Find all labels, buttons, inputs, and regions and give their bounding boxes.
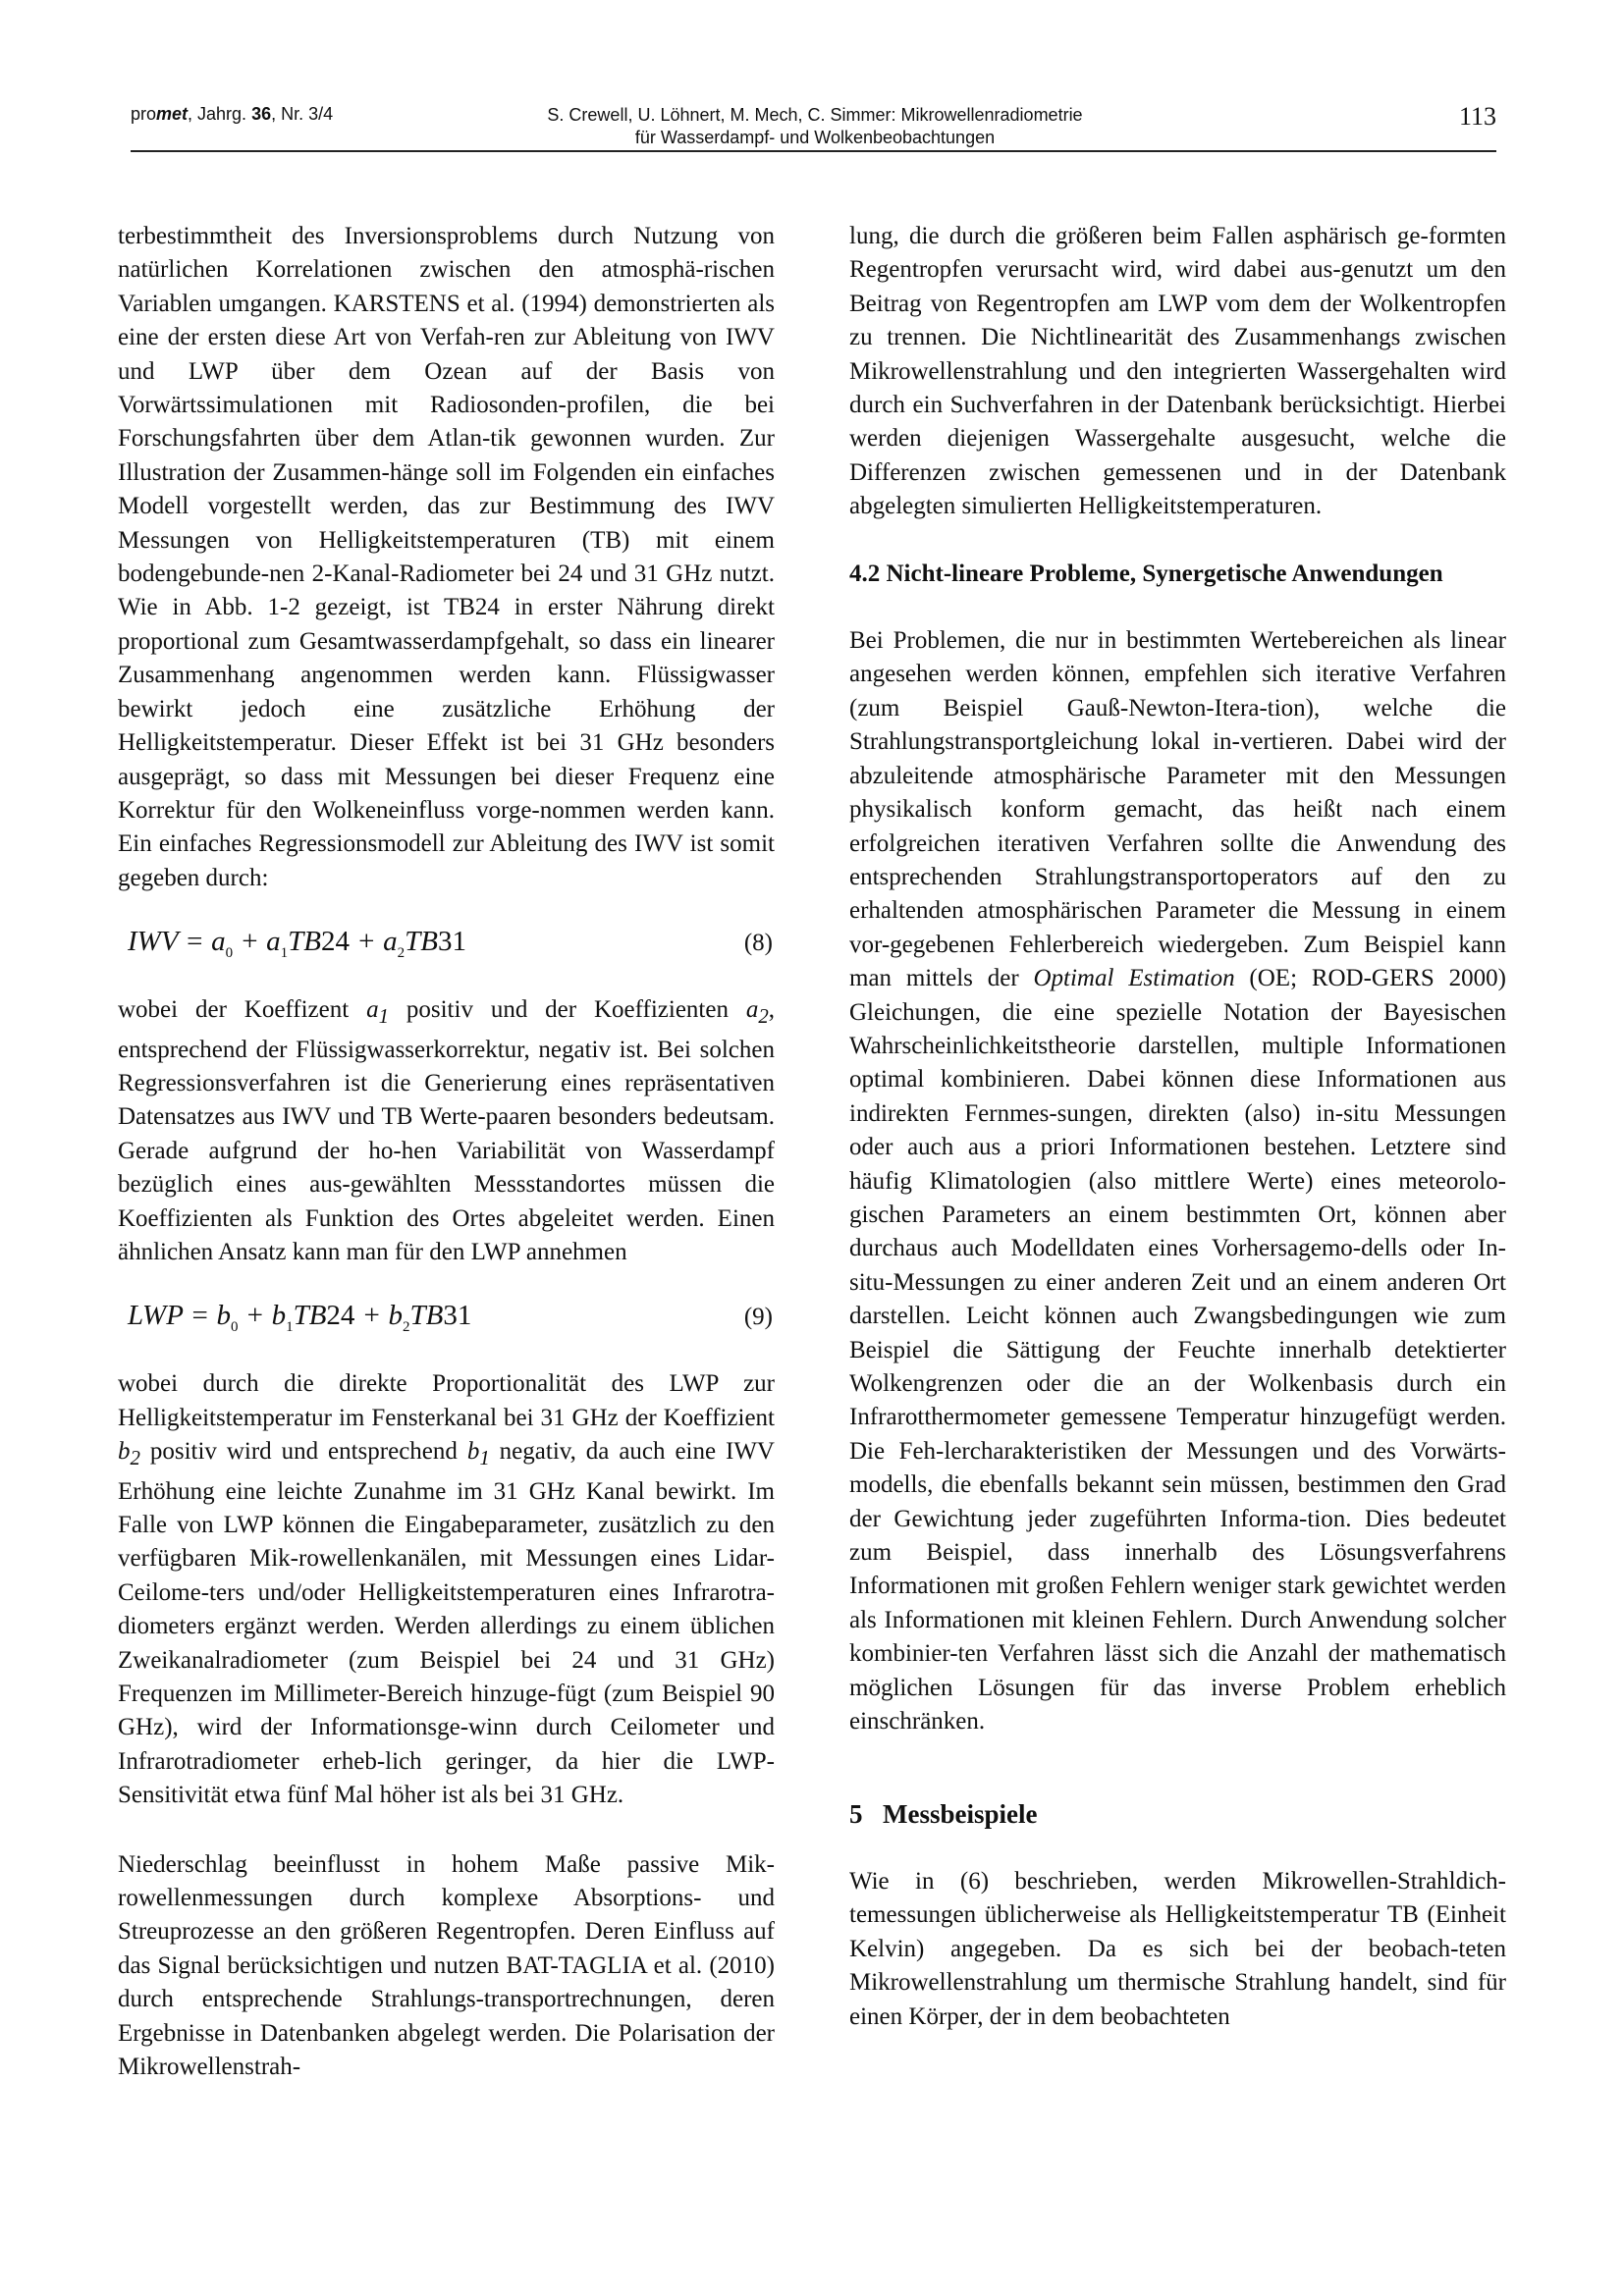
equation-8 (118, 925, 775, 964)
running-head-line-1: S. Crewell, U. Löhnert, M. Mech, C. Simmer: Mikrowellenradiometrie (547, 105, 1083, 125)
optimal-estimation-term: Optimal Estimation (1033, 965, 1235, 992)
paragraph: terbestimmtheit des Inversionsproblems durch Nutzung von natürlichen Korrelationen zwischen den atmosphä-rischen Variablen umgangen. KARSTENS et al. (1994) demonstrierten als eine der ersten diese Art von Verfah-ren zur Ableitung von IWV und LWP über dem Ozean auf der Basis von Vorwärtssimulationen mit Radiosonden-profilen, die bei Forschungsfahrten über dem Atlan-tik gewonnen wurden. Zur Illustration der Zusammen-hänge soll im Folgenden ein einfaches Modell vorgestellt werden, das zur Bestimmung des IWV Messungen von Helligkeitstemperaturen (TB) mit einem bodengebunde-nen 2-Kanal-Radiometer bei 24 und 31 GHz nutzt. Wie in Abb. 1-2 gezeigt, ist TB24 in erster Nährung direkt proportional zum Gesamtwasserdampfgehalt, so dass ein linearer Zusammenhang angenommen werden kann. Flüssigwasser bewirkt jedoch eine zusätzliche Erhöhung der Helligkeitstemperatur. Dieser Effekt ist bei 31 GHz besonders ausgeprägt, so dass mit Messungen bei dieser Frequenz eine Korrektur für den Wolkeneinfluss vorge-nommen werden kann. Ein einfaches Regressionsmodell zur Ableitung des IWV ist somit gegeben durch: (118, 223, 775, 891)
journal-issue: , Nr. 3/4 (271, 104, 334, 124)
journal-name-prefix: pro (131, 104, 157, 124)
right-column (849, 220, 1506, 2034)
paragraph: wobei der Koeffizent $a_1$ positiv und der Koeffizienten $a_2$, entsprechend der Flüssigwasserkorrektur, negativ ist. Bei solchen Regressionsverfahren ist die Generierung eines repräsentativen Datensatzes aus IWV und TB Werte-paaren besonders bedeutsam. Gerade aufgrund der ho-hen Variabilität von Wasserdampf bezüglich eines aus-gewählten Messstandortes müssen die Koeffizienten als Funktion des Ortes abgeleitet werden. Einen ähnlichen Ansatz kann man für den LWP annehmen (118, 996, 775, 1265)
paragraph: Niederschlag beeinflusst in hohem Maße passive Mik-rowellenmessungen durch komplexe Absorptions- und Streuprozesse an den größeren Regentropfen. Deren Einfluss auf das Signal berücksichtigen und nutzen BAT-TAGLIA et al. (2010) durch entsprechende Strahlungs-transportrechnungen, deren Ergebnisse in Datenbanken abgelegt werden. Die Polarisation der Mikrowellenstrah- (118, 1850, 775, 2081)
page-number: 113 (1458, 102, 1496, 131)
equation-9-expression: LWP = $b_0 + b_1TB24 + b_2TB31$ (128, 1300, 472, 1336)
journal-name-italic: met (156, 104, 189, 124)
paragraph: wobei durch die direkte Proportionalität des LWP zur Helligkeitstemperatur im Fensterkanal bei 31 GHz der Koeffizient $b_2$ positiv wird und entsprechend $b_1$ negativ, da auch eine IWV Erhöhung eine leichte Zunahme im 31 GHz Kanal bewirkt. Im Falle von LWP können die Eingabeparameter, zusätzlich zu den verfügbaren Mik-rowellenkanälen, mit Messungen eines Lidar-Ceilome-ters und/oder Helligkeitstemperaturen eines Infrarotra-diometers ergänzt werden. Werden allerdings zu einem üblichen Zweikanalradiometer (zum Beispiel bei 24 und 31 GHz) Frequenzen im Millimeter-Bereich hinzuge-fügt (zum Beispiel 90 GHz), wird der Informationsge-winn durch Ceilometer und Infrarotradiometer erheb-lich geringer, da hier die LWP-Sensitivität etwa fünf Mal höher ist als bei 31 GHz. (118, 1370, 775, 1809)
equation-8-number: (8) (743, 930, 773, 957)
running-head-line-2: für Wasserdampf- und Wolkenbeobachtungen (634, 128, 996, 147)
equation-9 (118, 1299, 775, 1338)
header-rule (131, 150, 1496, 152)
equation-8-expression: IWV = $a_0 + a_1TB24 + a_2TB31$ (128, 926, 466, 961)
paragraph: Wie in (6) beschrieben, werden Mikrowellen-Strahldich-temessungen üblicherweise als Helligkeitstemperatur TB (Einheit Kelvin) angegeben. Da es sich bei der beobach-teten Mikrowellenstrahlung um thermische Strahlung handelt, sind für einen Körper, der in dem beobachteten (849, 1867, 1506, 2030)
section-heading-5: 5 Messbeispiele (849, 1799, 1038, 1830)
left-column (118, 220, 775, 2085)
equation-9-number: (9) (743, 1304, 773, 1331)
journal-year-label: , Jahrg. (188, 104, 252, 124)
journal-volume: 36 (251, 104, 272, 124)
paragraph: Bei Problemen, die nur in bestimmten Wertebereichen als linear angesehen werden können, empfehlen sich iterative Verfahren (zum Beispiel Gauß-Newton-Itera-tion), welche die Strahlungstransportgleichung lokal in-vertieren. Dabei wird der abzuleitende atmosphärische Parameter mit den Messungen physikalisch konform gemacht, das heißt nach einem erfolgreichen iterativen Verfahren sollte die Anwendung des entsprechenden Strahlungstransportoperators auf den zu erhaltenden atmosphärischen Parameter die Messung in einem vor-gegebenen Fehlerbereich wiedergeben. Zum Beispiel kann man mittels der Optimal Estimation (OE; ROD-GERS 2000) Gleichungen, die eine spezielle Notation der Bayesischen Wahrscheinlichkeitstheorie darstellen, multiple Informationen optimal kombinieren. Dabei können diese Informationen aus indirekten Fernmes-sungen, direkten (also) in-situ Messungen oder auch aus a priori Informationen bestehen. Letztere sind häufig Klimatologien (also mittlere Werte) eines meteorolo-gischen Parameters an einem bestimmten Ort, können aber durchaus auch Modelldaten eines Vorhersagemo-dells oder In-situ-Messungen zu einer anderen Zeit und an einem anderen Ort darstellen. Leicht können auch Zwangsbedingungen wie zum Beispiel die Sättigung der Feuchte innerhalb detektierter Wolkengrenzen oder die an der Wolkenbasis durch ein Infrarotthermometer gemessene Temperatur hinzugefügt werden. Die Feh-lercharakteristiken der Messungen und des Vorwärts-modells, die ebenfalls bekannt sein müssen, bestimmen den Grad der Gewichtung jeder zugeführten Informa-tion. Dies bedeutet zum Beispiel, dass innerhalb des Lösungsverfahrens Informationen mit großen Fehlern weniger stark gewichtet werden als Informationen mit kleinen Fehlern. Durch Anwendung solcher kombinier-ten Verfahren lässt sich die Anzahl der mathematisch möglichen Lösungen für das inverse Problem erheblich einschränken. (849, 627, 1506, 1735)
paragraph: lung, die durch die größeren beim Fallen asphärisch ge-formten Regentropfen verursacht wird, wird dabei aus-genutzt um den Beitrag von Regentropfen am LWP vom dem der Wolkentropfen zu trennen. Die Nichtlinearität des Zusammenhangs zwischen Mikrowellenstrahlung und den integrierten Wassergehalten wird durch ein Suchverfahren in der Datenbank berücksichtigt. Hierbei werden diejenigen Wassergehalte ausgesucht, welche die Differenzen zwischen gemessenen und in der Datenbank abgelegten simulierten Helligkeitstemperaturen. (849, 223, 1506, 520)
journal-reference (131, 104, 333, 125)
section-heading-4-2: 4.2 Nicht-lineare Probleme, Synergetische Anwendungen (849, 560, 1443, 587)
running-head (491, 104, 1139, 149)
